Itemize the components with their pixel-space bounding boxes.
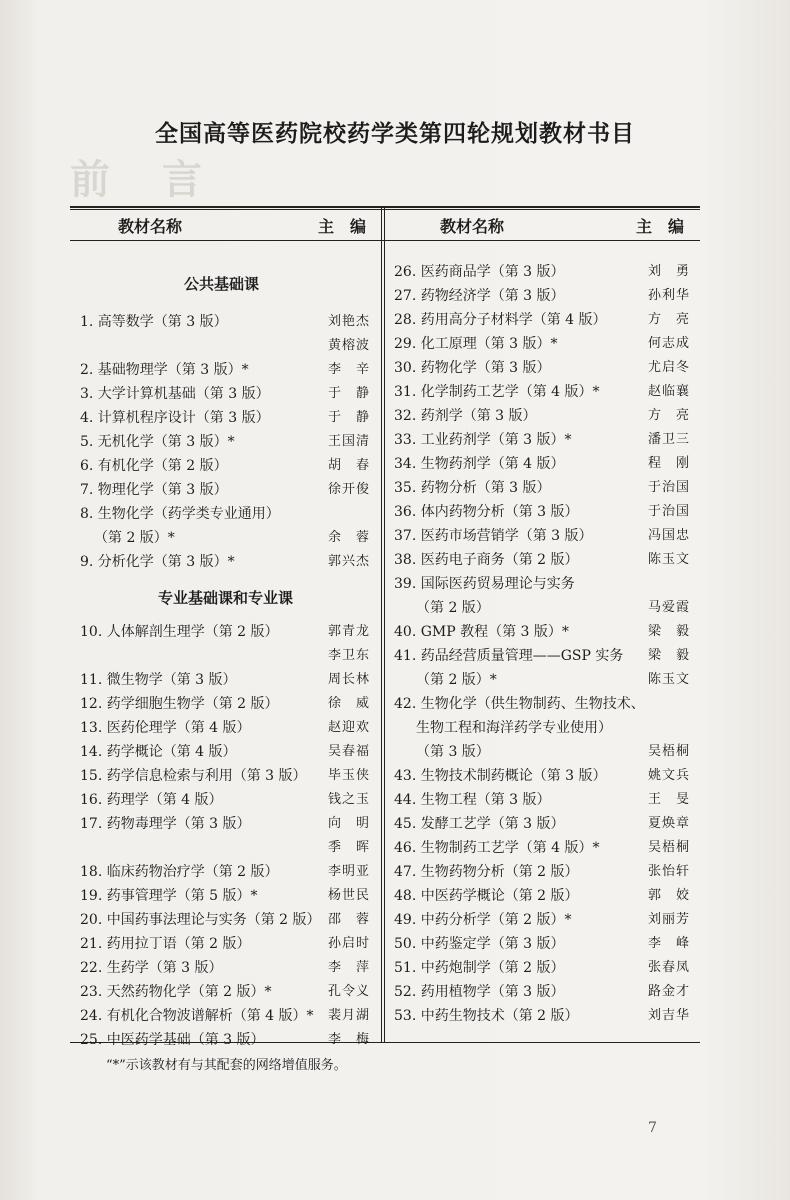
left-header-editor: 主 编 [318,217,367,236]
book-entry [80,406,370,430]
book-entry [394,908,690,932]
book-title: 31. 化学制药工艺学（第 4 版）* [394,384,600,400]
table-header-rule [70,240,700,241]
book-editor: 张春凤 [647,960,690,975]
book-entry [394,788,690,812]
book-title: 39. 国际医药贸易理论与实务 [394,576,575,592]
book-entry [394,1004,690,1028]
book-entry [80,860,370,884]
book-editor: 季 晖 [327,840,370,855]
book-entry [80,788,370,812]
book-editor: 黄榕波 [327,338,370,353]
book-entry [394,932,690,956]
book-entry [80,526,370,550]
book-entry [394,644,690,668]
book-title: 3. 大学计算机基础（第 3 版） [80,386,270,402]
book-editor: 李 梅 [327,1032,370,1047]
book-title: （第 2 版） [416,600,490,616]
left-list-professional [80,620,370,1052]
book-entry [80,956,370,980]
book-entry [80,644,370,668]
book-title: 生物工程和海洋药学专业使用） [416,720,612,736]
book-editor: 李 萍 [327,960,370,975]
book-editor: 刘艳杰 [327,314,370,329]
book-title: 50. 中药鉴定学（第 3 版） [394,936,565,952]
book-entry [80,334,370,358]
book-entry [394,956,690,980]
book-title: 8. 生物化学（药学类专业通用） [80,506,280,522]
book-title: 29. 化工原理（第 3 版）* [394,336,558,352]
book-editor: 方 亮 [647,312,690,327]
book-title: （第 3 版） [416,744,490,760]
book-editor: 毕玉侠 [327,768,370,783]
book-entry [394,764,690,788]
book-title: 25. 中医药学基础（第 3 版） [80,1032,265,1048]
book-title: 44. 生物工程（第 3 版） [394,792,551,808]
left-header-title: 教材名称 [118,217,183,236]
book-title: 43. 生物技术制药概论（第 3 版） [394,768,607,784]
book-entry [80,812,370,836]
book-editor: 郭青龙 [327,624,370,639]
book-editor: 程 刚 [647,456,690,471]
book-title: 37. 医药市场营销学（第 3 版） [394,528,593,544]
book-editor: 潘卫三 [647,432,690,447]
book-title: 23. 天然药物化学（第 2 版）* [80,984,272,1000]
book-entry [394,620,690,644]
book-entry [80,620,370,644]
book-entry [80,764,370,788]
book-title: 2. 基础物理学（第 3 版）* [80,362,249,378]
book-editor: 徐 威 [327,696,370,711]
book-editor: 李 辛 [327,362,370,377]
book-entry [80,502,370,526]
book-entry [394,260,690,284]
column-divider-inner [384,208,385,1042]
book-entry [80,382,370,406]
book-title: 10. 人体解剖生理学（第 2 版） [80,624,279,640]
book-editor: 徐开俊 [327,482,370,497]
book-entry [80,716,370,740]
book-entry [80,740,370,764]
section-public-basic: 公共基础课 [184,275,260,293]
book-editor: 于治国 [647,480,690,495]
right-list [394,260,690,1028]
book-entry [394,740,690,764]
book-editor: 何志成 [647,336,690,351]
book-editor: 赵迎欢 [327,720,370,735]
book-editor: 李 峰 [647,936,690,951]
book-editor: 吴梧桐 [647,744,690,759]
right-header-editor: 主 编 [636,217,685,236]
bleed-through-text: 前 言 [70,156,208,203]
right-header-title: 教材名称 [440,217,505,236]
book-entry [80,836,370,860]
book-entry [394,668,690,692]
book-editor: 裴月湖 [327,1008,370,1023]
book-editor: 孙利华 [647,288,690,303]
book-entry [394,572,690,596]
book-title: 35. 药物分析（第 3 版） [394,480,551,496]
book-title: 11. 微生物学（第 3 版） [80,672,237,688]
book-title: 34. 生物药剂学（第 4 版） [394,456,565,472]
page-number: 7 [648,1120,657,1136]
book-editor: 夏焕章 [647,816,690,831]
book-entry [394,524,690,548]
book-title: 30. 药物化学（第 3 版） [394,360,551,376]
book-entry [394,308,690,332]
book-entry [394,692,690,716]
book-entry [394,716,690,740]
book-editor: 刘 勇 [647,264,690,279]
book-editor: 余 蓉 [327,530,370,545]
book-title: 24. 有机化合物波谱解析（第 4 版）* [80,1008,314,1024]
book-editor: 胡 春 [327,458,370,473]
book-title: 36. 体内药物分析（第 3 版） [394,504,579,520]
book-title: 9. 分析化学（第 3 版）* [80,554,235,570]
page-title: 全国高等医药院校药学类第四轮规划教材书目 [155,121,635,147]
left-list-public [80,310,370,574]
book-title: 7. 物理化学（第 3 版） [80,482,228,498]
book-editor: 刘吉华 [647,1008,690,1023]
footnote: “*”示该教材有与其配套的网络增值服务。 [106,1058,347,1073]
book-entry [80,454,370,478]
book-title: 14. 药学概论（第 4 版） [80,744,237,760]
book-title: 51. 中药炮制学（第 2 版） [394,960,565,976]
book-editor: 张怡轩 [647,864,690,879]
book-editor: 邵 蓉 [327,912,370,927]
book-editor: 于治国 [647,504,690,519]
book-editor: 吴春福 [327,744,370,759]
book-title: 19. 药事管理学（第 5 版）* [80,888,258,904]
book-editor: 赵临襄 [647,384,690,399]
book-entry [394,332,690,356]
book-entry [80,550,370,574]
book-entry [394,980,690,1004]
column-divider [381,208,382,1042]
book-title: 46. 生物制药工艺学（第 4 版）* [394,840,600,856]
book-title: 21. 药用拉丁语（第 2 版） [80,936,251,952]
book-entry [80,908,370,932]
book-title: 32. 药剂学（第 3 版） [394,408,537,424]
book-title: 42. 生物化学（供生物制药、生物技术、 [394,696,645,712]
book-editor: 李卫东 [327,648,370,663]
book-title: 27. 药物经济学（第 3 版） [394,288,565,304]
book-editor: 于 静 [327,386,370,401]
book-editor: 方 亮 [647,408,690,423]
book-title: 13. 医药伦理学（第 4 版） [80,720,251,736]
book-title: 52. 药用植物学（第 3 版） [394,984,565,1000]
book-entry [80,692,370,716]
book-editor: 吴梧桐 [647,840,690,855]
book-entry [80,1028,370,1052]
book-title: 33. 工业药剂学（第 3 版）* [394,432,572,448]
book-editor: 孔令义 [327,984,370,999]
book-title: 41. 药品经营质量管理——GSP 实务 [394,648,624,664]
book-title: 26. 医药商品学（第 3 版） [394,264,565,280]
book-editor: 杨世民 [327,888,370,903]
book-editor: 路金才 [647,984,690,999]
book-entry [394,380,690,404]
book-editor: 向 明 [327,816,370,831]
book-entry [80,358,370,382]
book-title: 20. 中国药事法理论与实务（第 2 版） [80,912,321,928]
book-title: 47. 生物药物分析（第 2 版） [394,864,579,880]
book-title: 48. 中医药学概论（第 2 版） [394,888,579,904]
book-title: 22. 生药学（第 3 版） [80,960,223,976]
book-editor: 于 静 [327,410,370,425]
book-editor: 刘丽芳 [647,912,690,927]
book-entry [80,478,370,502]
book-editor: 周长林 [327,672,370,687]
book-editor: 郭 姣 [647,888,690,903]
book-editor: 孙启时 [327,936,370,951]
book-editor: 王 旻 [647,792,690,807]
book-editor: 陈玉文 [647,672,690,687]
book-editor: 梁 毅 [647,624,690,639]
book-title: 12. 药学细胞生物学（第 2 版） [80,696,279,712]
book-entry [80,980,370,1004]
book-title: 45. 发酵工艺学（第 3 版） [394,816,565,832]
book-editor: 姚文兵 [647,768,690,783]
book-title: （第 2 版）* [416,672,497,688]
book-editor: 梁 毅 [647,648,690,663]
table-top-rule [70,206,700,208]
book-entry [80,430,370,454]
book-entry [80,1004,370,1028]
book-title: 17. 药物毒理学（第 3 版） [80,816,251,832]
book-title: （第 2 版）* [94,530,175,546]
book-entry [394,284,690,308]
book-title: 28. 药用高分子材料学（第 4 版） [394,312,607,328]
book-entry [394,836,690,860]
book-entry [394,548,690,572]
book-entry [394,356,690,380]
book-entry [80,932,370,956]
book-editor: 马爱霞 [647,600,690,615]
book-entry [394,812,690,836]
book-title: 53. 中药生物技术（第 2 版） [394,1008,579,1024]
book-entry [394,500,690,524]
book-title: 16. 药理学（第 4 版） [80,792,223,808]
book-title: 15. 药学信息检索与利用（第 3 版） [80,768,307,784]
book-entry [394,452,690,476]
book-entry [394,860,690,884]
table-top-rule-thin [70,209,700,210]
book-title: 38. 医药电子商务（第 2 版） [394,552,579,568]
section-professional: 专业基础课和专业课 [158,589,294,607]
book-editor: 尤启冬 [647,360,690,375]
book-editor: 李明亚 [327,864,370,879]
book-entry [394,884,690,908]
book-title: 18. 临床药物治疗学（第 2 版） [80,864,279,880]
book-editor: 钱之玉 [327,792,370,807]
book-title: 5. 无机化学（第 3 版）* [80,434,235,450]
book-entry [394,404,690,428]
book-editor: 冯国忠 [647,528,690,543]
book-title: 49. 中药分析学（第 2 版）* [394,912,572,928]
book-entry [394,596,690,620]
book-title: 4. 计算机程序设计（第 3 版） [80,410,270,426]
book-editor: 陈玉文 [647,552,690,567]
book-editor: 郭兴杰 [327,554,370,569]
book-title: 1. 高等数学（第 3 版） [80,314,228,330]
book-editor: 王国清 [327,434,370,449]
book-entry [394,476,690,500]
book-title: 6. 有机化学（第 2 版） [80,458,228,474]
book-title: 40. GMP 教程（第 3 版）* [394,624,569,640]
book-entry [80,884,370,908]
book-entry [80,668,370,692]
book-entry [394,428,690,452]
book-entry [80,310,370,334]
